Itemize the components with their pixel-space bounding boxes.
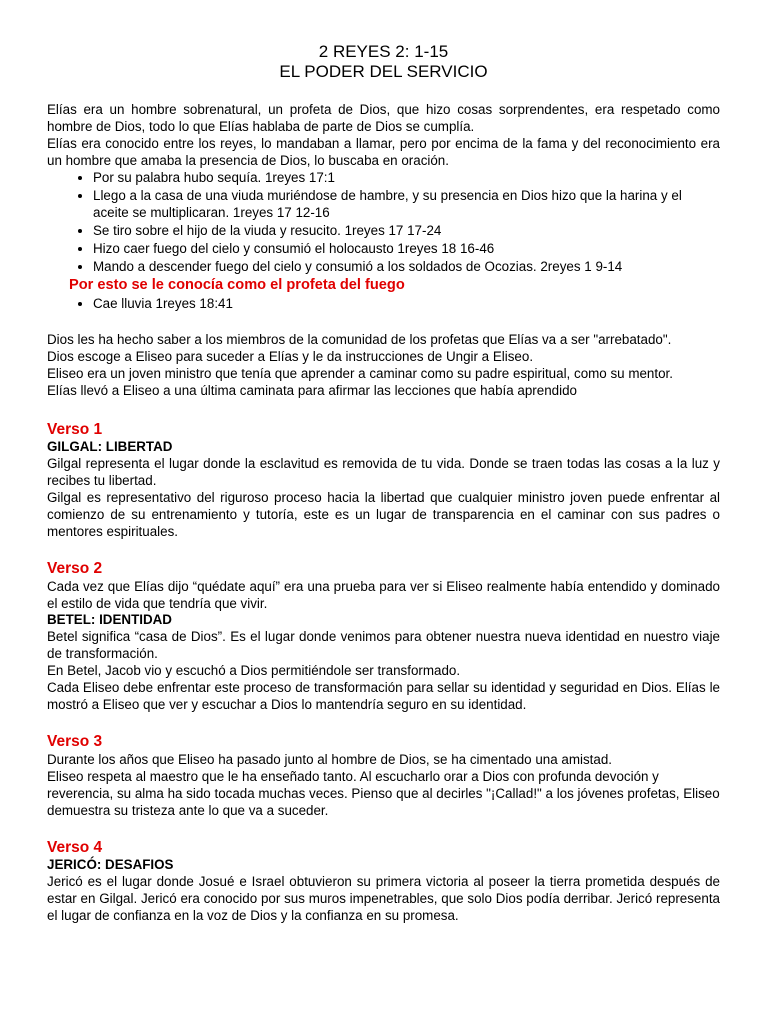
context-paragraph-1: Dios les ha hecho saber a los miembros de la comunidad de los profetas que Elías va a ser "arrebatado". — [47, 332, 672, 347]
verse-2-subheading: BETEL: IDENTIDAD — [47, 612, 172, 627]
list-item: • Hizo caer fuego del cielo y consumió el holocausto 1reyes 18 16-46 — [93, 240, 720, 257]
spacer — [47, 399, 720, 420]
verse-3-section — [47, 732, 720, 819]
list-item: • Se tiro sobre el hijo de la viuda y resucito. 1reyes 17 17-24 — [93, 222, 720, 239]
verse-1-paragraph-1: Gilgal representa el lugar donde la esclavitud es removida de tu vida. Donde se traen todas las cosas a la luz y recibes tu libertad. — [47, 456, 720, 488]
list-item: • Cae lluvia 1reyes 18:41 — [93, 295, 720, 312]
verse-2-section — [47, 559, 720, 713]
verse-3-paragraph-2: Eliseo respeta al maestro que le ha enseñado tanto. Al escucharlo orar a Dios con profunda devoción y reverencia, su alma ha sido tocada muchas veces. Pienso que al decirles "¡Callad!" a los jóvenes profetas, Eliseo demuestra su tristeza ante lo que va a suceder. — [47, 769, 720, 818]
spacer — [47, 819, 720, 838]
verse-4-subheading: JERICÓ: DESAFIOS — [47, 857, 174, 872]
verse-2-paragraph-0: Cada vez que Elías dijo “quédate aquí” era una prueba para ver si Eliseo realmente había entendido y dominado el estilo de vida que tendría que vivir. — [47, 579, 720, 611]
verse-2-paragraph-2: En Betel, Jacob vio y escuchó a Dios permitiéndole ser transformado. — [47, 663, 461, 678]
spacer — [47, 713, 720, 732]
context-paragraph-2: Dios escoge a Eliseo para suceder a Elías y le da instrucciones de Ungir a Eliseo. — [47, 349, 534, 364]
verse-1-paragraph-2: Gilgal es representativo del riguroso proceso hacia la libertad que cualquier ministro joven puede enfrentar al comienzo de su entrenamiento y tutoría, este es un lugar de transparencia en el caminar con sus padres o mentores espirituales. — [47, 490, 720, 539]
spacer — [47, 313, 720, 331]
intro-paragraph-1: Elías era un hombre sobrenatural, un profeta de Dios, que hizo cosas sorprendentes, era respetado como hombre de Dios, todo lo que Elías hablaba de parte de Dios se cumplía. — [47, 102, 720, 134]
verse-4-heading: Verso 4 — [47, 839, 103, 856]
miracles-list — [47, 169, 720, 275]
verse-2-paragraph-3: Cada Eliseo debe enfrentar este proceso de transformación para sellar su identidad y seguridad en Dios. Elías le mostró a Eliseo que ver y escuchar a Dios lo mantendría seguro en su identidad. — [47, 680, 720, 712]
list-item: • Por su palabra hubo sequía. 1reyes 17:1 — [93, 169, 720, 186]
list-item: • Llego a la casa de una viuda muriéndose de hambre, y su presencia en Dios hizo que la harina y el aceite se multiplicaran. 1reyes 17 12-16 — [93, 187, 720, 221]
list-item: • Mando a descender fuego del cielo y consumió a los soldados de Ocozias. 2reyes 1 9-14 — [93, 258, 720, 275]
verse-1-heading: Verso 1 — [47, 421, 103, 438]
context-paragraph-3: Eliseo era un joven ministro que tenía que aprender a caminar como su padre espiritual, como su mentor. — [47, 366, 673, 381]
spacer — [47, 540, 720, 559]
title-main: EL PODER DEL SERVICIO — [279, 62, 488, 81]
context-paragraph-4: Elías llevó a Eliseo a una última caminata para afirmar las lecciones que había aprendido — [47, 383, 577, 398]
verse-1-section — [47, 420, 720, 540]
verse-3-paragraph-1: Durante los años que Eliseo ha pasado junto al hombre de Dios, se ha cimentado una amistad. — [47, 752, 612, 767]
rain-list — [47, 295, 720, 312]
verse-2-paragraph-1: Betel significa “casa de Dios”. Es el lugar donde venimos para obtener nuestra nueva identidad en nuestro viaje de transformación. — [47, 629, 720, 661]
verse-1-subheading: GILGAL: LIBERTAD — [47, 439, 173, 454]
verse-3-heading: Verso 3 — [47, 733, 103, 750]
title-reference: 2 REYES 2: 1-15 — [318, 42, 449, 61]
title-block — [47, 42, 720, 82]
verse-4-section — [47, 838, 720, 924]
fire-prophet-heading: Por esto se le conocía como el profeta del fuego — [69, 277, 405, 293]
intro-paragraph-2: Elías era conocido entre los reyes, lo mandaban a llamar, pero por encima de la fama y del reconocimiento era un hombre que amaba la presencia de Dios, lo buscaba en oración. — [47, 136, 720, 168]
verse-4-paragraph-1: Jericó es el lugar donde Josué e Israel obtuvieron su primera victoria al poseer la tierra prometida después de estar en Gilgal. Jericó era conocido por sus muros impenetrables, que solo Dios podía derribar. Jericó representa el lugar de confianza en la voz de Dios y la confianza en su promesa. — [47, 874, 720, 923]
verse-2-heading: Verso 2 — [47, 560, 103, 577]
